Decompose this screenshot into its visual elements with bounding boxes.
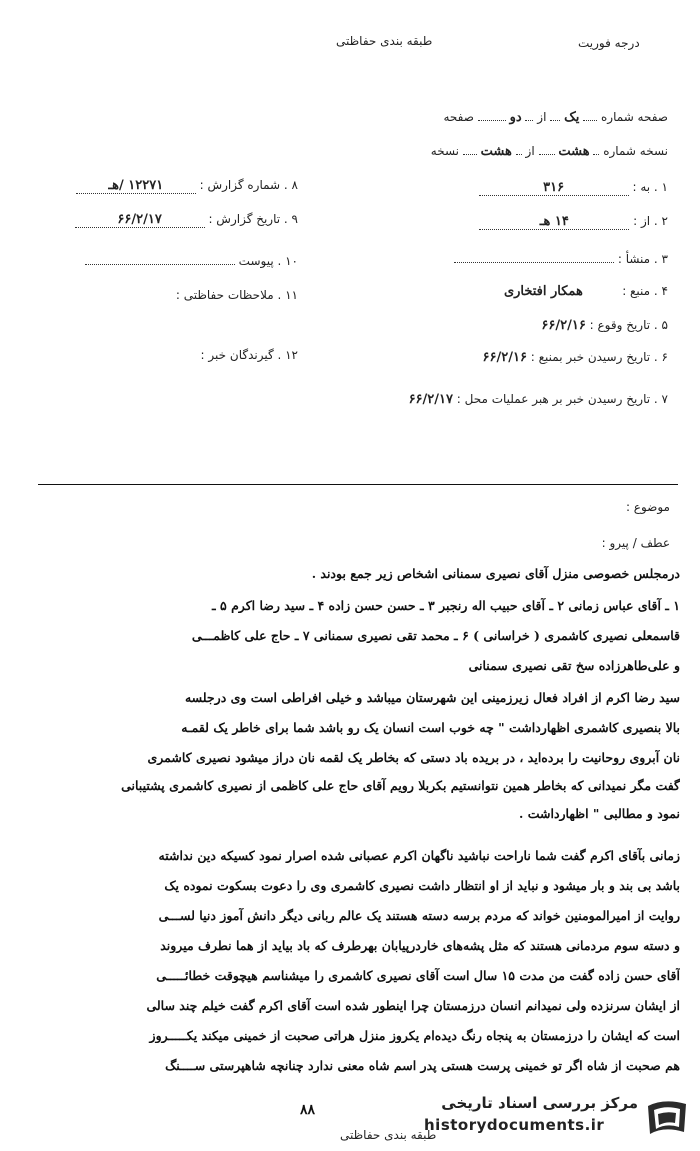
field-recipients: ۱۲ . گیرندگان خبر : bbox=[200, 348, 298, 362]
watermark-url: historydocuments.ir bbox=[424, 1116, 605, 1134]
copy-line-total: هشت bbox=[480, 144, 512, 159]
body-line: روایت از امیرالمومنین خواند که مردم برسه دسته هستند یک عالم ربانی دیگر دانش آموز دنیا لســـی bbox=[158, 908, 680, 923]
handler-received-date-value: ۶۶/۲/۱۷ bbox=[408, 392, 453, 407]
body-line: از ایشان سرنزده ولی نمیدانم انسان درزمستان چرا اینطور شده است آقای اکرم گفت خیلم چند سالی bbox=[146, 998, 680, 1013]
body-line: و علی‌طاهرزاده سخ تقی نصیری سمنانی bbox=[468, 658, 680, 673]
event-date-value: ۶۶/۲/۱۶ bbox=[541, 318, 586, 333]
source-received-date-value: ۶۶/۲/۱۶ bbox=[482, 350, 527, 365]
priority-label: درجه فوریت bbox=[578, 36, 640, 50]
body-line: نمود و مطالبی " اظهارداشت . bbox=[519, 806, 680, 821]
field-event-date: ۵ . تاریخ وقوع : ۶۶/۲/۱۶ bbox=[541, 318, 668, 333]
copy-line bbox=[431, 142, 668, 159]
field-report-date: ۹ . تاریخ گزارش : ۶۶/۲/۱۷ bbox=[75, 212, 298, 228]
copy-line-of: از bbox=[525, 144, 535, 158]
subject-label: موضوع : bbox=[625, 500, 670, 514]
page-line-total: دو bbox=[509, 110, 522, 125]
copy-line-value: هشت bbox=[558, 144, 590, 159]
field-security-notes: ۱۱ . ملاحظات حفاظتی : bbox=[175, 288, 298, 302]
copy-line-unit: نسخه bbox=[430, 144, 460, 158]
body-line: نان آبروی روحانیت را برده‌اید ، در بریده باد دستی که بخاطر یک لقمه نان دراز میشود نصیری کاشمری bbox=[147, 750, 680, 765]
field-handler-received-date: ۷ . تاریخ رسیدن خبر بر هبر عملیات محل : ۶۶/۲/۱۷ bbox=[408, 392, 668, 407]
body-line: است که ایشان را درزمستان به پنجاه رنگ دیده‌ام یکروز منزل هراتی صحبت از خمینی میکند یکـــــروز bbox=[149, 1028, 680, 1043]
page-line bbox=[443, 108, 668, 125]
body-line: و دسته سوم مردمانی هستند که مثل پشه‌های خاردرپیابان بهرطرف که باد بیاید از هما نطرف میروند bbox=[160, 938, 680, 953]
body-line: سید رضا اکرم از افراد فعال زیرزمینی این شهرستان میباشد و خیلی افراطی است وی درجلسه bbox=[184, 690, 680, 705]
copy-line-label: نسخه شماره bbox=[603, 144, 668, 158]
body-line: قاسمعلی نصیری کاشمری ( خراسانی ) ۶ ـ محمد تقی نصیری سمنانی ۷ ـ حاج علی کاظمـــی bbox=[191, 628, 680, 643]
watermark bbox=[412, 1092, 696, 1144]
body-line: ۱ ـ آقای عباس زمانی ۲ ـ آقای حبیب اله رنجبر ۳ ـ حسن حسن زاده ۴ ـ سید رضا اکرم ۵ ـ bbox=[211, 598, 680, 613]
page-number: ۸۸ bbox=[300, 1102, 316, 1118]
body-line: درمجلس خصوصی منزل آقای نصیری سمنانی اشخاص زیر جمع بودند . bbox=[311, 566, 680, 581]
field-origin: ۳ . منشأ : bbox=[454, 250, 668, 266]
body-line: گفت مگر نمیدانی که بخاطر همین نتوانستیم بکربلا رویم آقای حاج علی کاظمی از نصیری کاشمری پشتیبانی bbox=[121, 778, 680, 793]
archive-logo-icon bbox=[644, 1096, 690, 1142]
body-line: هم صحبت از شاه اگر تو خمینی پرست هستی پدر اسم شاه معنی ندارد چنانچه شاهپرستی ســــنگ bbox=[165, 1058, 680, 1073]
watermark-title: مرکز بررسی اسناد تاریخی bbox=[441, 1094, 638, 1112]
to-value: ۳۱۶ bbox=[479, 180, 629, 196]
report-date-value: ۶۶/۲/۱۷ bbox=[75, 212, 205, 228]
field-attachment: ۱۰ . پیوست bbox=[85, 252, 298, 268]
body-line: زمانی بآقای اکرم گفت شما ناراحت نباشید ناگهان اکرم عصبانی شده اصرار نمود کسیکه دین نداشته bbox=[158, 848, 680, 863]
origin-value bbox=[454, 250, 614, 263]
reference-label: عطف / پیرو : bbox=[601, 536, 670, 550]
page-line-of: از bbox=[537, 110, 547, 124]
page-line-label: صفحه شماره bbox=[601, 110, 668, 124]
body-line: باشد بی بند و بار میشود و نباید از او انتظار داشت نصیری کاشمری وی را دعوت بسکوت نموده یک bbox=[164, 878, 680, 893]
footer-classification-label: طبقه بندی حفاظتی bbox=[340, 1128, 437, 1142]
field-from: ۲ . از : ۱۴ هـ bbox=[479, 214, 668, 230]
source-value: همکار افتخاری bbox=[503, 284, 583, 299]
attachment-value bbox=[85, 252, 235, 265]
body-line: بالا بنصیری کاشمری اظهارداشت " چه خوب است انسان یک رو باشد شما برای خاطر یک لقمـه bbox=[181, 720, 680, 735]
page-line-unit: صفحه bbox=[443, 110, 474, 124]
report-number-value: ۱۲۲۷۱ /هـ bbox=[76, 178, 196, 194]
classification-label: طبقه بندی حفاظتی bbox=[336, 34, 433, 48]
field-source: ۴ . منبع : همکار افتخاری bbox=[468, 284, 668, 299]
field-report-number: ۸ . شماره گزارش : ۱۲۲۷۱ /هـ bbox=[76, 178, 298, 194]
header-divider bbox=[38, 484, 678, 485]
field-to: ۱ . به : ۳۱۶ bbox=[479, 180, 668, 196]
page-line-value: یک bbox=[564, 110, 580, 125]
from-value: ۱۴ هـ bbox=[479, 214, 629, 230]
body-line: آقای حسن زاده گفت من مدت ۱۵ سال است آقای نصیری کاشمری را میشناسم هیچوقت خطائـــــی bbox=[156, 968, 680, 983]
field-source-received-date: ۶ . تاریخ رسیدن خبر بمنبع : ۶۶/۲/۱۶ bbox=[482, 350, 668, 365]
